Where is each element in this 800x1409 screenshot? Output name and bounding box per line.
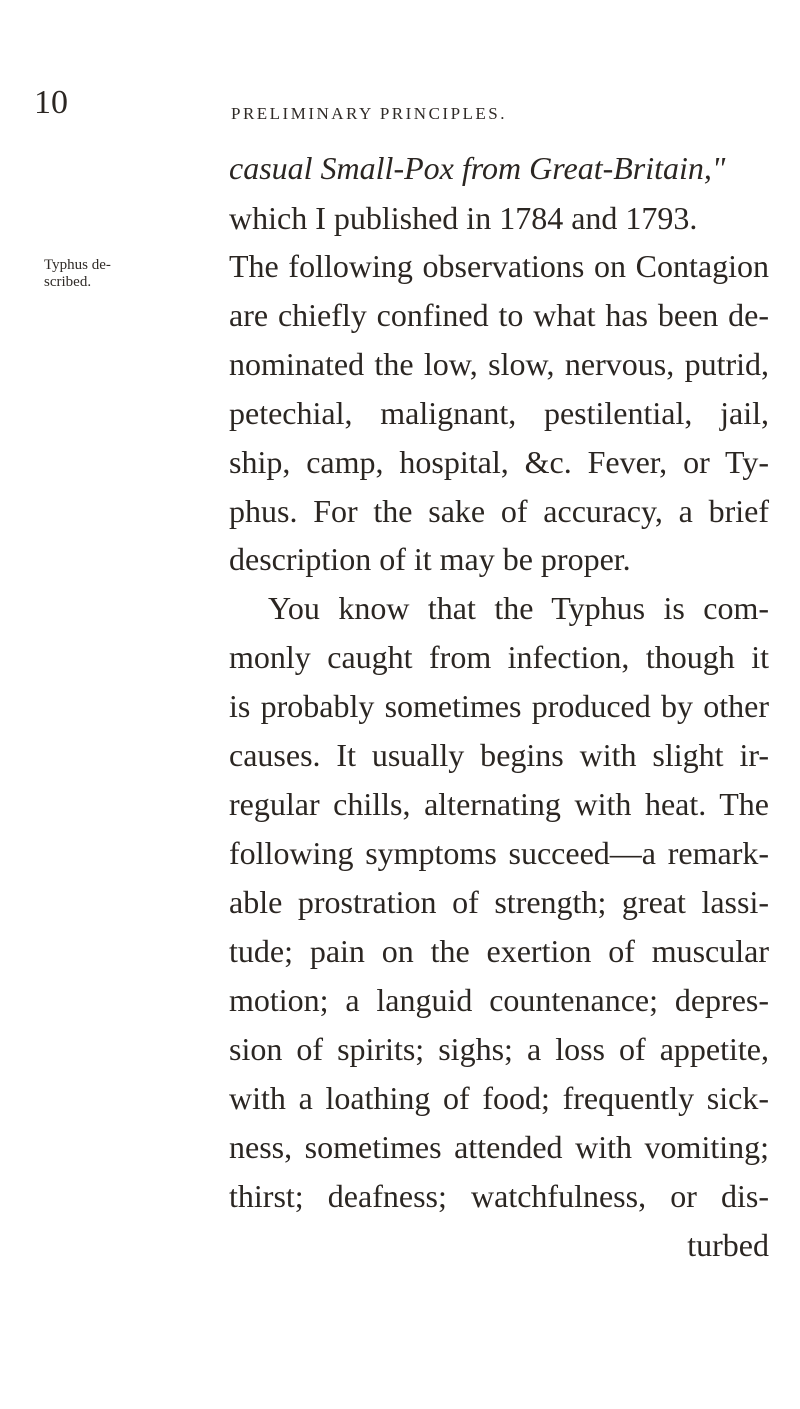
text-line: thirst; deafness; watchfulness, or dis- [229, 1178, 769, 1214]
margin-note-line: scribed. [44, 274, 92, 290]
text-line: causes. It usually begins with slight ir- [229, 737, 769, 773]
text-line: which I published in 1784 and 1793. [229, 200, 698, 236]
text-line: petechial, malignant, pestilential, jail, [229, 395, 769, 431]
text-line: is probably sometimes produced by other [229, 688, 769, 724]
margin-note [44, 257, 111, 291]
text-line: ship, camp, hospital, &c. Fever, or Ty- [229, 444, 769, 480]
text-line: nominated the low, slow, nervous, putrid, [229, 346, 769, 382]
text-line: with a loathing of food; frequently sick- [229, 1080, 769, 1116]
text-line: description of it may be proper. [229, 541, 631, 577]
text-line: following symptoms succeed—a remark- [229, 835, 769, 871]
catchword: turbed [687, 1227, 769, 1263]
text-line: sion of spirits; sighs; a loss of appetite, [229, 1031, 769, 1067]
text-line: casual Small-Pox from Great-Britain," [229, 150, 726, 186]
text-line: phus. For the sake of accuracy, a brief [229, 493, 769, 529]
text-line: tude; pain on the exertion of muscular [229, 933, 769, 969]
text-line: monly caught from infection, though it [229, 639, 769, 675]
running-head: PRELIMINARY PRINCIPLES. [231, 104, 508, 123]
text-line: motion; a languid countenance; depres- [229, 982, 769, 1018]
text-line: regular chills, alternating with heat. The [229, 786, 769, 822]
text-line: are chiefly confined to what has been de- [229, 297, 769, 333]
text-line: You know that the Typhus is com- [268, 590, 769, 626]
page-number: 10 [34, 84, 68, 121]
text-line: The following observations on Contagion [229, 248, 769, 284]
text-line: able prostration of strength; great lassi- [229, 884, 769, 920]
text-line: ness, sometimes attended with vomiting; [229, 1129, 769, 1165]
margin-note-line: Typhus de- [44, 257, 111, 273]
